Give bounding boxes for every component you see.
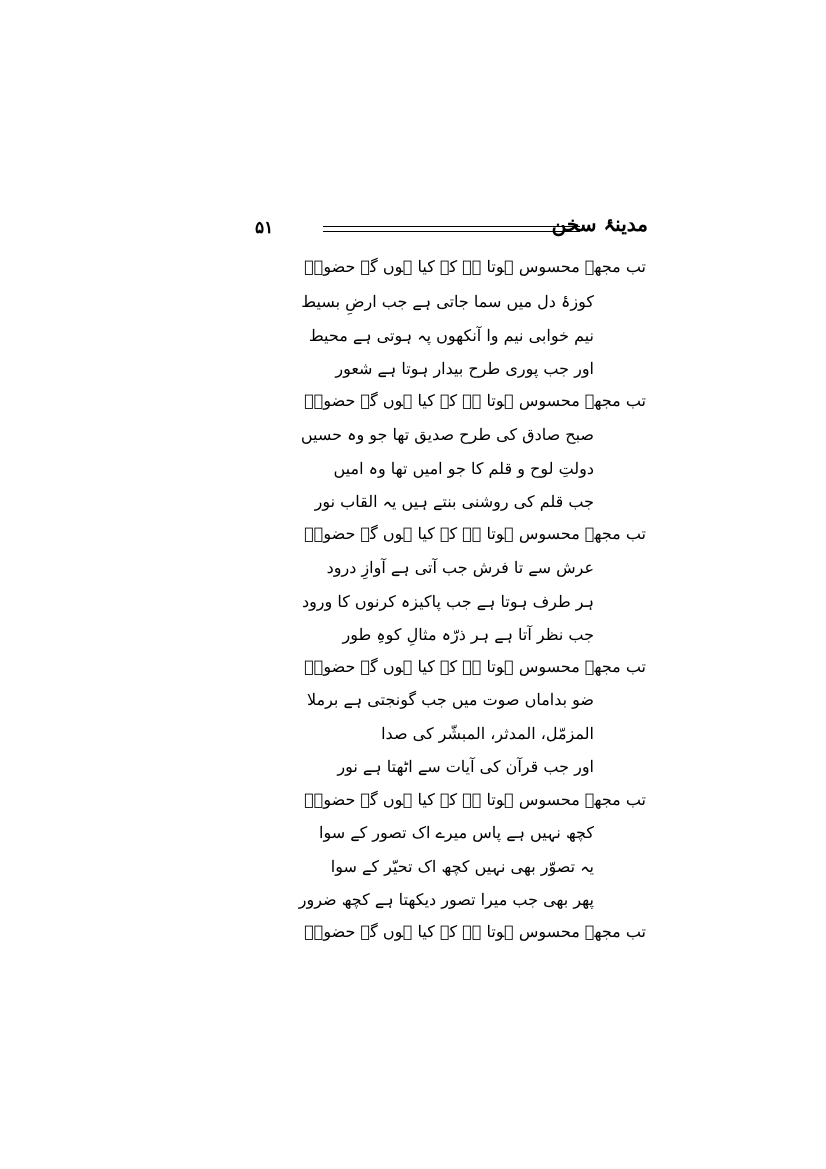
verse-line: پھر بھی جب میرا تصور دیکھتا ہے کچھ ضرور <box>298 890 594 909</box>
refrain-line: تب مجھے محسوس ہوتا ہے کہ کیا ہوں گے حضورؐ <box>304 257 646 276</box>
verse-line: جب قلم کی روشنی بنتے ہیں یہ القاب نور <box>314 492 594 511</box>
running-title: مدینۂ سخن <box>551 212 648 236</box>
verse-line: کچھ نہیں ہے پاس میرے اک تصور کے سوا <box>319 823 594 842</box>
verse-line: اور جب قرآن کی آیات سے اٹھتا ہے نور <box>337 757 594 776</box>
verse-line: اور جب پوری طرح بیدار ہوتا ہے شعور <box>335 359 594 378</box>
verse-line: یہ تصوّر بھی نہیں کچھ اک تحیّر کے سوا <box>330 857 594 876</box>
verse-line: نیم خوابی نیم وا آنکھوں پہ ہوتی ہے محیط <box>308 326 594 345</box>
page-number: ۵۱ <box>255 218 274 238</box>
verse-line: کوزۂ دل میں سما جاتی ہے جب ارضِ بسیط <box>301 292 594 311</box>
verse-line: المزمّل، المدثر، المبشّر کی صدا <box>381 724 594 743</box>
refrain-line: تب مجھے محسوس ہوتا ہے کہ کیا ہوں گے حضورؐ <box>304 922 646 941</box>
refrain-line: تب مجھے محسوس ہوتا ہے کہ کیا ہوں گے حضورؐ <box>304 524 646 543</box>
verse-line: دولتِ لوح و قلم کا جو امیں تھا وہ امیں <box>333 459 594 478</box>
refrain-line: تب مجھے محسوس ہوتا ہے کہ کیا ہوں گے حضورؐ <box>304 657 646 676</box>
verse-line: جب نظر آتا ہے ہر ذرّہ مثالِ کوہِ طور <box>342 625 594 644</box>
verse-line: ضو بداماں صوت میں جب گونجتی ہے برملا <box>306 690 594 709</box>
header-rule <box>323 231 580 232</box>
refrain-line: تب مجھے محسوس ہوتا ہے کہ کیا ہوں گے حضورؐ <box>304 790 646 809</box>
header-rule <box>323 226 580 227</box>
verse-line: عرش سے تا فرش جب آتی ہے آوازِ درود <box>326 558 594 577</box>
refrain-line: تب مجھے محسوس ہوتا ہے کہ کیا ہوں گے حضورؐ <box>304 391 646 410</box>
verse-line: ہر طرف ہوتا ہے جب پاکیزہ کرنوں کا ورود <box>301 592 594 611</box>
verse-line: صبح صادق کی طرح صدیق تھا جو وہ حسیں <box>300 425 594 444</box>
